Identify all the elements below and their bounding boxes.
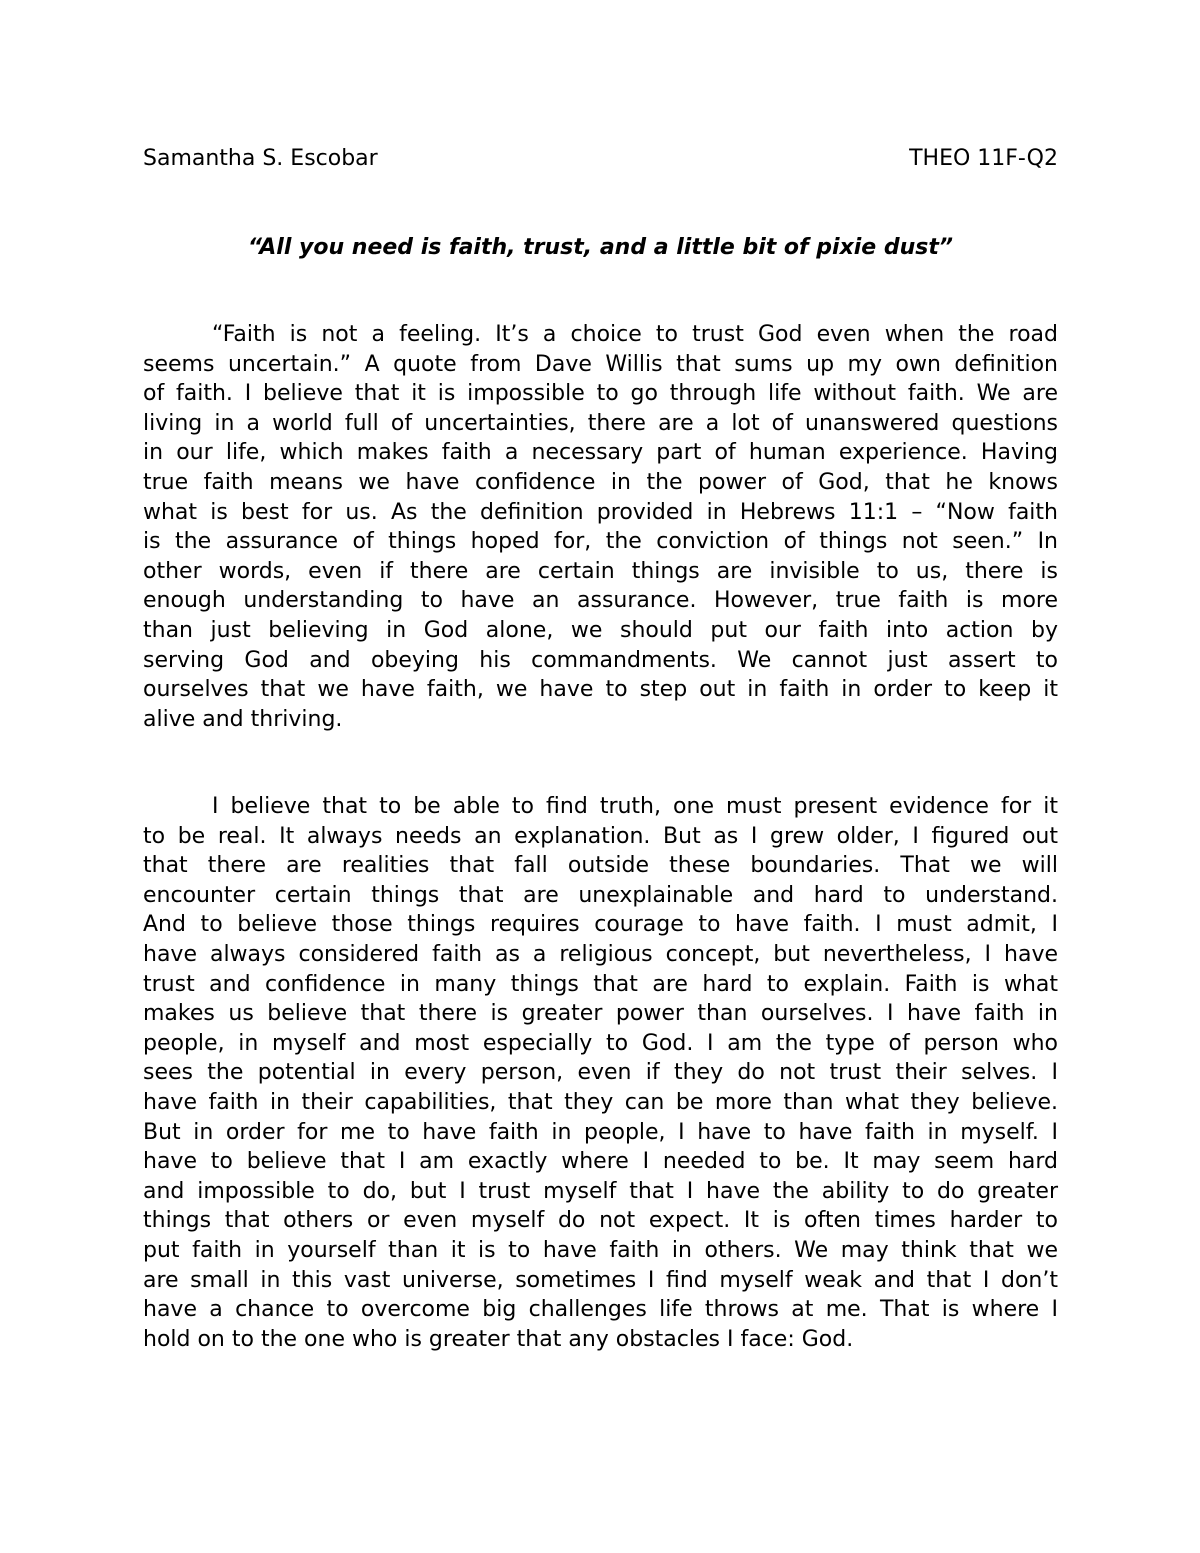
paragraph-line: alive and thriving. <box>143 706 343 732</box>
paragraph-line: put faith in yourself than it is to have faith in others. We may think that we <box>143 1237 1058 1263</box>
paragraph-line: hold on to the one who is greater that any obstacles I face: God. <box>143 1326 854 1352</box>
paragraph-line: in our life, which makes faith a necessary part of human experience. Having <box>143 440 1058 466</box>
paragraph-line: other words, even if there are certain things are invisible to us, there is <box>143 558 1058 584</box>
essay-title: “All you need is faith, trust, and a little bit of pixie dust” <box>247 235 954 260</box>
paragraph-1 <box>143 320 1058 734</box>
paragraph-line: to be real. It always needs an explanation. But as I grew older, I figured out <box>143 823 1058 849</box>
paragraph-line: have always considered faith as a religious concept, but nevertheless, I have <box>143 941 1058 967</box>
paragraph-line: And to believe those things requires courage to have faith. I must admit, I <box>143 912 1058 938</box>
paragraph-line: I believe that to be able to find truth, one must present evidence for it <box>212 794 1058 819</box>
document-header <box>143 143 1058 175</box>
paragraph-line: makes us believe that there is greater power than ourselves. I have faith in <box>143 1001 1058 1027</box>
author-name: Samantha S. Escobar <box>143 146 378 171</box>
paragraph-line: seems uncertain.” A quote from Dave Willis that sums up my own definition <box>143 351 1058 377</box>
paragraph-line: things that others or even myself do not expect. It is often times harder to <box>143 1208 1058 1234</box>
paragraph-line: serving God and obeying his commandments. We cannot just assert to <box>143 647 1058 673</box>
paragraph-line: what is best for us. As the definition provided in Hebrews 11:1 – “Now faith <box>143 499 1058 525</box>
paragraph-line: that there are realities that fall outside these boundaries. That we will <box>143 853 1058 879</box>
paragraph-line: enough understanding to have an assurance. However, true faith is more <box>143 588 1058 614</box>
paragraph-line: people, in myself and most especially to God. I am the type of person who <box>143 1030 1058 1056</box>
paragraph-line: true faith means we have confidence in the power of God, that he knows <box>143 469 1058 495</box>
paragraph-line: have faith in their capabilities, that they can be more than what they believe. <box>143 1089 1058 1115</box>
paragraph-line: living in a world full of uncertainties, there are a lot of unanswered questions <box>143 410 1058 436</box>
paragraph-2 <box>143 792 1058 1354</box>
paragraph-line: than just believing in God alone, we should put our faith into action by <box>143 617 1058 643</box>
paragraph-line: is the assurance of things hoped for, the conviction of things not seen.” In <box>143 529 1058 555</box>
course-code: THEO 11F-Q2 <box>909 146 1058 171</box>
paragraph-line: ourselves that we have faith, we have to step out in faith in order to keep it <box>143 677 1058 703</box>
paragraph-line: and impossible to do, but I trust myself that I have the ability to do greater <box>143 1178 1058 1204</box>
paragraph-line: have to believe that I am exactly where I needed to be. It may seem hard <box>143 1149 1058 1175</box>
paragraph-line: of faith. I believe that it is impossible to go through life without faith. We are <box>143 381 1058 407</box>
paragraph-line: trust and confidence in many things that are hard to explain. Faith is what <box>143 971 1058 997</box>
paragraph-line: “Faith is not a feeling. It’s a choice to trust God even when the road <box>212 322 1058 347</box>
paragraph-line: have a chance to overcome big challenges life throws at me. That is where I <box>143 1297 1058 1323</box>
paragraph-line: But in order for me to have faith in people, I have to have faith in myself. I <box>143 1119 1058 1145</box>
paragraph-line: encounter certain things that are unexplainable and hard to understand. <box>143 882 1058 908</box>
paragraph-line: are small in this vast universe, sometimes I find myself weak and that I don’t <box>143 1267 1058 1293</box>
paragraph-line: sees the potential in every person, even if they do not trust their selves. I <box>143 1060 1058 1086</box>
